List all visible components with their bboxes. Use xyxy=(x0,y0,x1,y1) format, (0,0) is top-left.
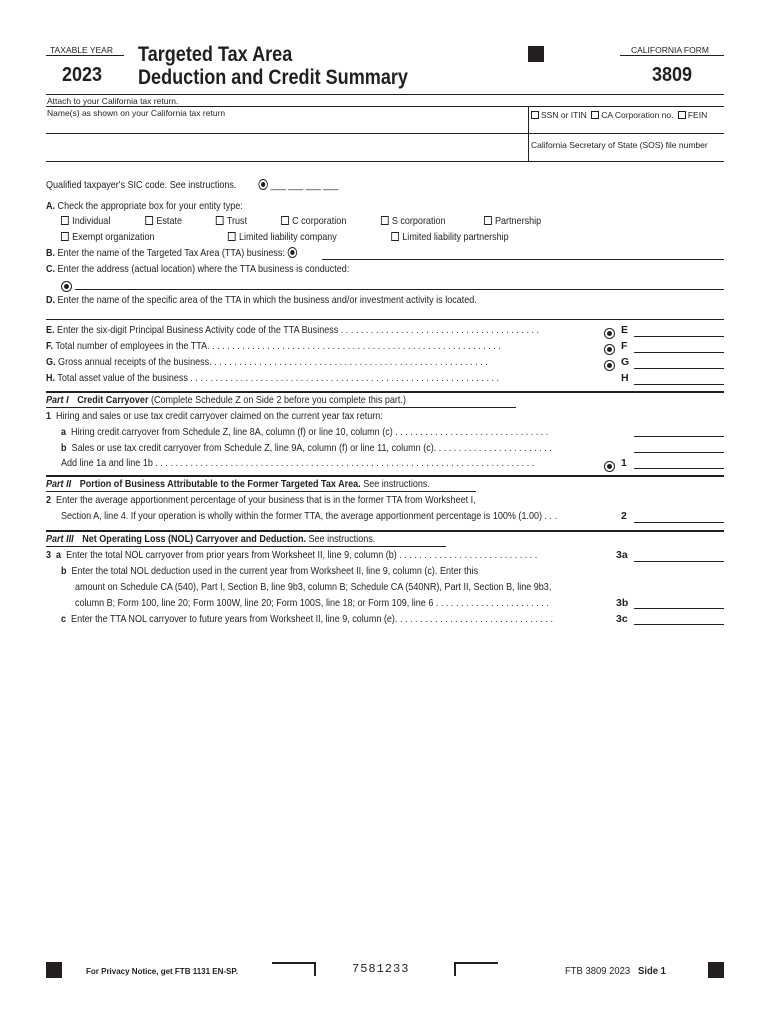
form-title-line2: Deduction and Credit Summary xyxy=(138,66,408,89)
line-e-input[interactable] xyxy=(634,336,724,337)
sos-file-number-label[interactable]: California Secretary of State (SOS) file number xyxy=(531,140,708,150)
bullet-icon xyxy=(604,356,615,374)
partnership-checkbox[interactable] xyxy=(484,216,492,225)
line3b-text2: amount on Schedule CA (540), Part I, Section B, line 9b3, column B; Schedule CA (540NR), Part II, Section B, line 9b3, xyxy=(75,581,552,593)
entity-type-row1[interactable]: Individual Estate Trust C corporation S corporation Partnership xyxy=(61,215,541,227)
line-h-code: H xyxy=(621,372,629,384)
trust-checkbox[interactable] xyxy=(216,216,224,225)
ca-corp-checkbox[interactable] xyxy=(591,111,599,119)
california-form-label: CALIFORNIA FORM xyxy=(631,45,709,55)
line1-code: 1 xyxy=(621,457,627,469)
tta-address-input[interactable] xyxy=(75,289,724,290)
tta-business-name-input[interactable] xyxy=(322,259,724,260)
line2-text1: 2 Enter the average apportionment percentage of your business that is in the former TTA from Worksheet I, xyxy=(46,494,476,506)
line-h-input[interactable] xyxy=(634,384,724,385)
line-h: H. Total asset value of the business . . . . . . . . . . . . . . . . . . . . . . . . . . . . . . . . . . . . . . . . . . . . . . . . . . . . . . . . . . . . . . xyxy=(46,372,500,384)
registration-mark xyxy=(46,962,62,978)
part2-header: Part II Portion of Business Attributable to the Former Targeted Tax Area. See instructions. xyxy=(46,478,430,490)
line3b-text3: column B; Form 100, line 20; Form 100W, line 20; Form 100S, line 18; or Form 109, line 6 . . . . . . . . . . . . . . . . . . . . . . . xyxy=(75,597,549,609)
form-title-line1: Targeted Tax Area xyxy=(138,43,293,66)
line1-input[interactable] xyxy=(634,468,724,469)
line3a-code: 3a xyxy=(616,549,628,561)
s-corporation-checkbox[interactable] xyxy=(381,216,389,225)
bullet-icon xyxy=(259,179,268,190)
attach-note: Attach to your California tax return. xyxy=(47,96,179,106)
sic-code-blanks[interactable]: ___ ___ ___ ___ xyxy=(270,179,339,191)
line-f-input[interactable] xyxy=(634,352,724,353)
crop-mark xyxy=(454,962,498,976)
taxable-year-label: TAXABLE YEAR xyxy=(50,45,113,55)
sic-code-label: Qualified taxpayer's SIC code. See instructions. xyxy=(46,179,237,191)
tta-business-name-label: B. Enter the name of the Targeted Tax Area (TTA) business: xyxy=(46,247,297,259)
barcode-number: 7581233 xyxy=(352,962,410,976)
individual-checkbox[interactable] xyxy=(61,216,69,225)
line1a-input[interactable] xyxy=(634,436,724,437)
crop-mark xyxy=(272,962,316,976)
line1b: b Sales or use tax credit carryover from Schedule Z, line 9A, column (f) or line 11, column (c). . . . . . . . . . . . . . . . . . . . . . . . xyxy=(61,442,552,454)
line1-total: Add line 1a and line 1b . . . . . . . . . . . . . . . . . . . . . . . . . . . . . . . . . . . . . . . . . . . . . . . . . . . . . . . . . . . . . . . . . . . . . . . . . . . . xyxy=(61,457,535,469)
fein-label: FEIN xyxy=(687,110,708,120)
line-g-code: G xyxy=(621,356,630,368)
bullet-icon xyxy=(604,457,615,475)
line-e-code: E xyxy=(621,324,629,336)
ca-corp-label: CA Corporation no. xyxy=(601,110,674,120)
bullet-icon xyxy=(287,247,296,258)
tta-area-input[interactable] xyxy=(46,319,724,320)
sic-code-row[interactable] xyxy=(46,179,338,191)
line3b-code: 3b xyxy=(616,597,629,609)
tax-year: 2023 xyxy=(62,64,103,86)
line2-input[interactable] xyxy=(634,522,724,523)
form-footer-id: FTB 3809 2023 Side 1 xyxy=(565,965,666,977)
estate-checkbox[interactable] xyxy=(145,216,153,225)
entity-type-row2[interactable]: Exempt organization Limited liability company Limited liability partnership xyxy=(61,231,509,243)
line-g-input[interactable] xyxy=(634,368,724,369)
part3-header: Part III Net Operating Loss (NOL) Carryover and Deduction. See instructions. xyxy=(46,533,376,545)
registration-mark xyxy=(528,46,544,62)
line3a: 3 a Enter the total NOL carryover from prior years from Worksheet II, line 9, column (b) . . . . . . . . . . . . . . . . . . . . . . . . . . . . xyxy=(46,549,538,561)
line1a: a Hiring credit carryover from Schedule Z, line 8A, column (f) or line 10, column (c) . . . . . . . . . . . . . . . . . . . . . . . . . . . . . . . xyxy=(61,426,549,438)
line2-code: 2 xyxy=(621,510,627,522)
privacy-notice: For Privacy Notice, get FTB 1131 EN-SP. xyxy=(86,967,238,976)
part1-header: Part I Credit Carryover (Complete Schedule Z on Side 2 before you complete this part.) xyxy=(46,394,406,406)
fein-checkbox[interactable] xyxy=(678,111,686,119)
line3c-input[interactable] xyxy=(634,624,724,625)
line3b-text1: b Enter the total NOL deduction used in the current year from Worksheet II, line 9, column (c). Enter this xyxy=(61,565,479,577)
llc-checkbox[interactable] xyxy=(228,232,236,241)
line1b-input[interactable] xyxy=(634,452,724,453)
llp-checkbox[interactable] xyxy=(391,232,399,241)
line3c-code: 3c xyxy=(616,613,628,625)
line3b-input[interactable] xyxy=(634,608,724,609)
ssn-label: SSN or ITIN xyxy=(541,110,587,120)
ssn-checkbox[interactable] xyxy=(531,111,539,119)
bullet-icon xyxy=(61,277,72,295)
tta-address-label: C. Enter the address (actual location) where the TTA business is conducted: xyxy=(46,263,350,275)
form-number: 3809 xyxy=(652,64,693,86)
line3a-input[interactable] xyxy=(634,561,724,562)
id-type-options[interactable] xyxy=(531,110,707,120)
line1-text: 1 Hiring and sales or use tax credit carryover claimed on the current year tax return: xyxy=(46,410,383,422)
c-corporation-checkbox[interactable] xyxy=(281,216,289,225)
line-e: E. Enter the six-digit Principal Business Activity code of the TTA Business . . . . . . . . . . . . . . . . . . . . . . . . . . . . . . . . . . . . . . . . xyxy=(46,324,539,336)
exempt-organization-checkbox[interactable] xyxy=(61,232,69,241)
registration-mark xyxy=(708,962,724,978)
tta-area-label: D. Enter the name of the specific area of the TTA in which the business and/or investment activity is located. xyxy=(46,294,477,306)
names-label[interactable]: Name(s) as shown on your California tax return xyxy=(47,108,226,118)
line2-text2: Section A, line 4. If your operation is wholly within the former TTA, the average apportionment percentage is 100% (1.00) . . . xyxy=(61,510,558,522)
line-g: G. Gross annual receipts of the business. . . . . . . . . . . . . . . . . . . . . . . . . . . . . . . . . . . . . . . . . . . . . . . . . . . . . . . . xyxy=(46,356,488,368)
entity-type-prompt: A. Check the appropriate box for your entity type: xyxy=(46,200,243,212)
line-f-code: F xyxy=(621,340,628,352)
line3c: c Enter the TTA NOL carryover to future years from Worksheet II, line 9, column (e). . . . . . . . . . . . . . . . . . . . . . . . . . . . . . . . xyxy=(61,613,553,625)
line-f: F. Total number of employees in the TTA. . . . . . . . . . . . . . . . . . . . . . . . . . . . . . . . . . . . . . . . . . . . . . . . . . . . . . . . . . . xyxy=(46,340,501,352)
